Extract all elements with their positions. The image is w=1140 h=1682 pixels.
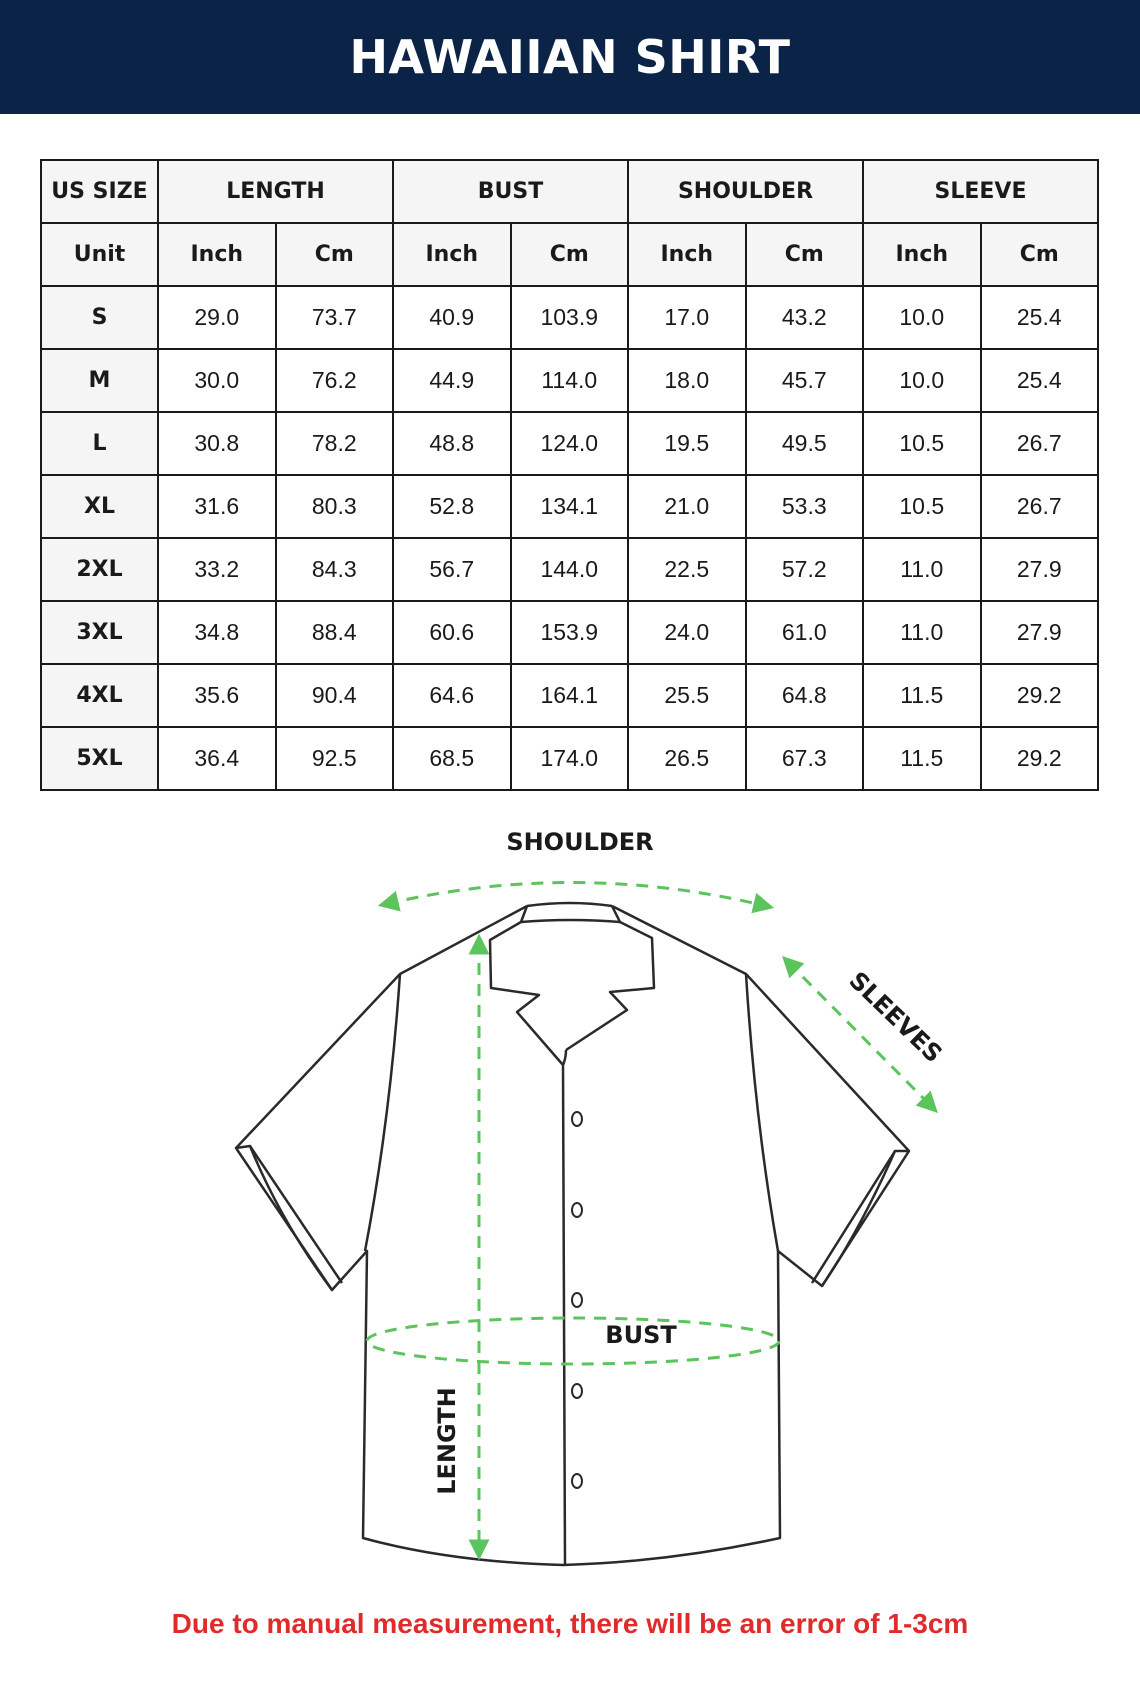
measurement-cell: 10.0 xyxy=(863,349,981,412)
measurement-cell: 60.6 xyxy=(393,601,511,664)
button-icon xyxy=(572,1474,582,1488)
size-label-cell: XL xyxy=(41,475,158,538)
page-title: HAWAIIAN SHIRT xyxy=(349,30,791,84)
measurement-cell: 31.6 xyxy=(158,475,276,538)
measurement-cell: 56.7 xyxy=(393,538,511,601)
unit-cell: Inch xyxy=(863,223,981,286)
shirt-diagram-svg xyxy=(0,820,1140,1600)
table-row xyxy=(41,286,1098,349)
unit-cell: Cm xyxy=(746,223,864,286)
measurement-cell: 29.2 xyxy=(981,664,1099,727)
measurement-cell: 33.2 xyxy=(158,538,276,601)
measurement-cell: 25.4 xyxy=(981,349,1099,412)
button-icon xyxy=(572,1112,582,1126)
unit-header-row xyxy=(41,223,1098,286)
measurement-cell: 84.3 xyxy=(276,538,394,601)
measurement-cell: 10.5 xyxy=(863,412,981,475)
measurement-cell: 64.6 xyxy=(393,664,511,727)
measurement-error-note: Due to manual measurement, there will be an error of 1-3cm xyxy=(171,1608,969,1639)
size-label-cell: 3XL xyxy=(41,601,158,664)
shirt-buttons xyxy=(572,1112,582,1488)
size-label-cell: 5XL xyxy=(41,727,158,790)
measurement-cell: 27.9 xyxy=(981,601,1099,664)
bust-group-header: BUST xyxy=(393,160,628,223)
measurement-cell: 27.9 xyxy=(981,538,1099,601)
measurement-cell: 49.5 xyxy=(746,412,864,475)
measurement-cell: 40.9 xyxy=(393,286,511,349)
measurement-cell: 25.4 xyxy=(981,286,1099,349)
measurement-cell: 11.0 xyxy=(863,601,981,664)
measurement-cell: 61.0 xyxy=(746,601,864,664)
measurement-cell: 124.0 xyxy=(511,412,629,475)
measurement-cell: 78.2 xyxy=(276,412,394,475)
sleeve-group-header: SLEEVE xyxy=(863,160,1098,223)
measurement-cell: 144.0 xyxy=(511,538,629,601)
bust-label: BUST xyxy=(605,1321,677,1349)
measurement-cell: 26.7 xyxy=(981,412,1099,475)
measurement-cell: 34.8 xyxy=(158,601,276,664)
size-chart-table xyxy=(40,159,1099,791)
unit-cell: Cm xyxy=(981,223,1099,286)
measurement-cell: 76.2 xyxy=(276,349,394,412)
sleeves-label: SLEEVES xyxy=(843,966,948,1069)
table-row xyxy=(41,349,1098,412)
unit-cell: Inch xyxy=(393,223,511,286)
shoulder-label: SHOULDER xyxy=(506,828,654,856)
measurement-cell: 11.5 xyxy=(863,727,981,790)
measurement-cell: 114.0 xyxy=(511,349,629,412)
measurement-cell: 11.5 xyxy=(863,664,981,727)
unit-header: Unit xyxy=(41,223,158,286)
measurement-cell: 25.5 xyxy=(628,664,746,727)
button-icon xyxy=(572,1293,582,1307)
measurement-cell: 36.4 xyxy=(158,727,276,790)
button-icon xyxy=(572,1203,582,1217)
measurement-cell: 26.5 xyxy=(628,727,746,790)
measurement-cell: 19.5 xyxy=(628,412,746,475)
shirt-outline xyxy=(236,903,909,1565)
measurement-cell: 68.5 xyxy=(393,727,511,790)
unit-cell: Cm xyxy=(276,223,394,286)
unit-cell: Inch xyxy=(628,223,746,286)
measurement-cell: 45.7 xyxy=(746,349,864,412)
table-row xyxy=(41,727,1098,790)
measurement-cell: 174.0 xyxy=(511,727,629,790)
measurement-cell: 52.8 xyxy=(393,475,511,538)
measurement-cell: 44.9 xyxy=(393,349,511,412)
length-label: LENGTH xyxy=(433,1387,461,1495)
table-row xyxy=(41,538,1098,601)
shirt-measurement-diagram xyxy=(0,820,1140,1600)
group-header-row xyxy=(41,160,1098,223)
measurement-cell: 24.0 xyxy=(628,601,746,664)
table-row xyxy=(41,601,1098,664)
measurement-cell: 29.2 xyxy=(981,727,1099,790)
measurement-cell: 21.0 xyxy=(628,475,746,538)
measurement-cell: 29.0 xyxy=(158,286,276,349)
measurement-cell: 17.0 xyxy=(628,286,746,349)
length-group-header: LENGTH xyxy=(158,160,393,223)
measurement-cell: 53.3 xyxy=(746,475,864,538)
size-label-cell: M xyxy=(41,349,158,412)
size-label-cell: S xyxy=(41,286,158,349)
measurement-cell: 164.1 xyxy=(511,664,629,727)
measurement-cell: 134.1 xyxy=(511,475,629,538)
measurement-cell: 35.6 xyxy=(158,664,276,727)
measurement-cell: 90.4 xyxy=(276,664,394,727)
measurement-cell: 64.8 xyxy=(746,664,864,727)
measurement-cell: 43.2 xyxy=(746,286,864,349)
measurement-cell: 57.2 xyxy=(746,538,864,601)
measurement-cell: 11.0 xyxy=(863,538,981,601)
measurement-cell: 22.5 xyxy=(628,538,746,601)
measurement-cell: 10.0 xyxy=(863,286,981,349)
measurement-cell: 103.9 xyxy=(511,286,629,349)
button-icon xyxy=(572,1384,582,1398)
size-label-cell: 4XL xyxy=(41,664,158,727)
measurement-cell: 88.4 xyxy=(276,601,394,664)
us-size-header: US SIZE xyxy=(41,160,158,223)
bust-ellipse xyxy=(367,1318,779,1364)
measurement-cell: 30.0 xyxy=(158,349,276,412)
measurement-cell: 48.8 xyxy=(393,412,511,475)
unit-cell: Inch xyxy=(158,223,276,286)
measurement-cell: 18.0 xyxy=(628,349,746,412)
unit-cell: Cm xyxy=(511,223,629,286)
measurement-cell: 92.5 xyxy=(276,727,394,790)
measurement-cell: 73.7 xyxy=(276,286,394,349)
size-label-cell: L xyxy=(41,412,158,475)
measurement-cell: 30.8 xyxy=(158,412,276,475)
shoulder-group-header: SHOULDER xyxy=(628,160,863,223)
measurement-cell: 80.3 xyxy=(276,475,394,538)
measurement-cell: 67.3 xyxy=(746,727,864,790)
table-row xyxy=(41,412,1098,475)
measurement-cell: 153.9 xyxy=(511,601,629,664)
title-banner xyxy=(0,0,1140,114)
table-row xyxy=(41,664,1098,727)
size-label-cell: 2XL xyxy=(41,538,158,601)
measurement-cell: 10.5 xyxy=(863,475,981,538)
table-row xyxy=(41,475,1098,538)
measurement-cell: 26.7 xyxy=(981,475,1099,538)
